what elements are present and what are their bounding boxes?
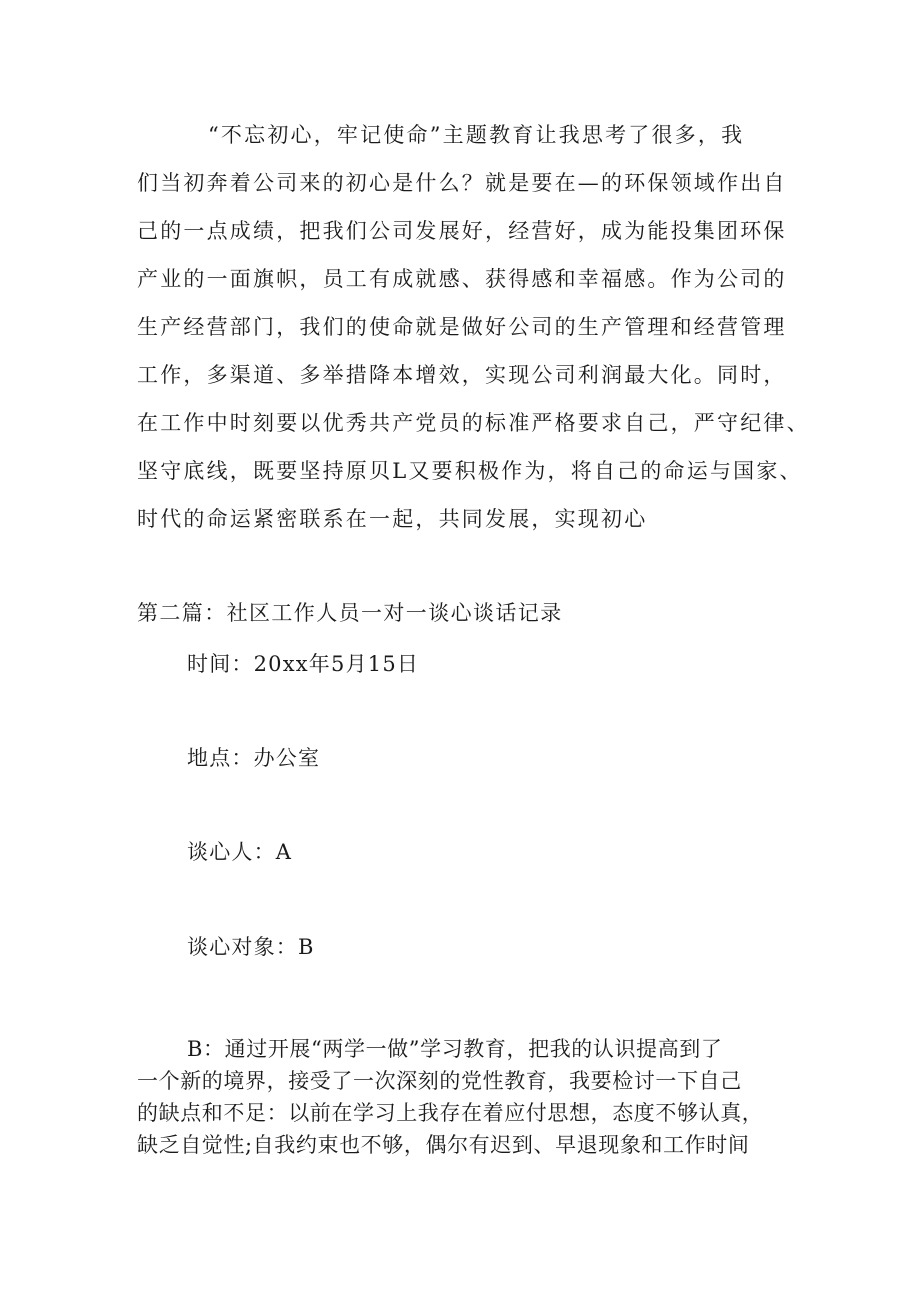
talker: 谈心人：A xyxy=(187,840,293,864)
text-line: 的缺点和不足：以前在学习上我存在着应付思想，态度不够认真， xyxy=(137,1101,764,1125)
text-line: 坚守底线，既要坚持原贝L又要积极作为，将自己的命运与国家、 xyxy=(137,459,803,483)
text-line: 们当初奔着公司来的初心是什么？就是要在—的环保领域作出自 xyxy=(137,171,787,195)
text-line: “不忘初心，牢记使命”主题教育让我思考了很多，我 xyxy=(208,123,745,147)
text-line: 一个新的境界，接受了一次深刻的党性教育，我要检讨一下自己 xyxy=(137,1069,742,1093)
text-line: 己的一点成绩，把我们公司发展好，经营好，成为能投集团环保 xyxy=(137,219,787,243)
text-line: 生产经营部门，我们的使命就是做好公司的生产管理和经营管理 xyxy=(137,315,787,339)
section-heading: 第二篇：社区工作人员一对一谈心谈话记录 xyxy=(137,601,563,625)
text-line: 缺乏自觉性;自我约束也不够，偶尔有迟到、早退现象和工作时间 xyxy=(137,1133,750,1157)
text-line: 工作，多渠道、多举措降本增效，实现公司利润最大化。同时， xyxy=(137,363,787,387)
text-line: 产业的一面旗帜，员工有成就感、获得感和幸福感。作为公司的 xyxy=(137,267,787,291)
text-line: 时代的命运紧密联系在一起，共同发展，实现初心 xyxy=(137,507,648,531)
text-line: 在工作中时刻要以优秀共产党员的标准严格要求自己，严守纪律、 xyxy=(137,411,810,435)
talk-target: 谈心对象：B xyxy=(187,935,315,959)
text-line: B：通过开展“两学一做”学习教育，把我的认识提高到了 xyxy=(187,1037,723,1061)
meeting-time: 时间：20xx年5月15日 xyxy=(187,652,420,676)
meeting-place: 地点：办公室 xyxy=(187,746,321,770)
